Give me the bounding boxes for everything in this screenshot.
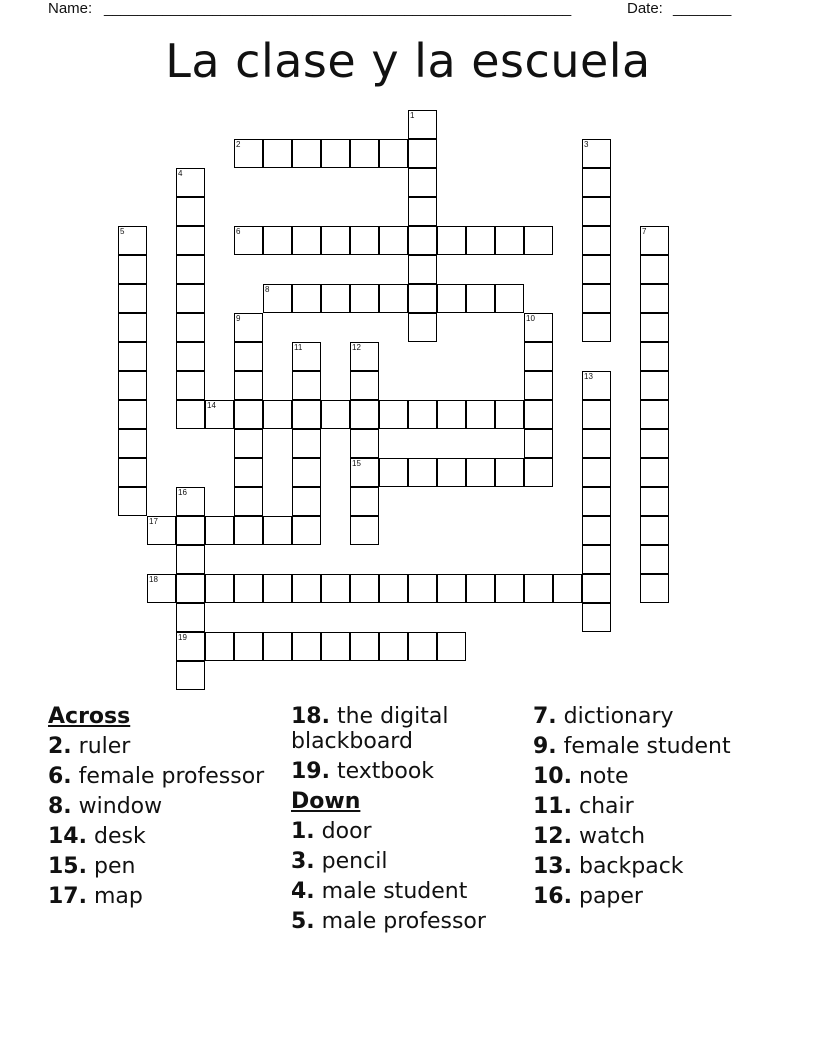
grid-cell[interactable] bbox=[321, 400, 350, 429]
clue-text: pen bbox=[93, 854, 136, 879]
clue-column-1 bbox=[48, 704, 283, 914]
grid-cell[interactable] bbox=[350, 516, 379, 545]
grid-cell[interactable] bbox=[640, 574, 669, 603]
grid-cell[interactable] bbox=[495, 284, 524, 313]
clue-number: 6. bbox=[48, 764, 72, 789]
cell-number: 7 bbox=[642, 227, 647, 236]
grid-cell[interactable] bbox=[582, 516, 611, 545]
grid-cell[interactable] bbox=[176, 226, 205, 255]
cell-number: 14 bbox=[207, 401, 216, 410]
cell-number: 13 bbox=[584, 372, 593, 381]
cell-number: 5 bbox=[120, 227, 125, 236]
grid-cell[interactable] bbox=[176, 284, 205, 313]
grid-cell[interactable] bbox=[292, 400, 321, 429]
clue-item bbox=[48, 764, 283, 789]
grid-cell[interactable] bbox=[234, 458, 263, 487]
cell-number: 12 bbox=[352, 343, 361, 352]
grid-cell[interactable] bbox=[524, 429, 553, 458]
clue-item bbox=[291, 704, 526, 754]
grid-cell[interactable] bbox=[582, 139, 611, 168]
name-field[interactable]: ________________________________________________________ bbox=[104, 0, 572, 17]
grid-cell[interactable] bbox=[263, 574, 292, 603]
clue-item bbox=[48, 734, 283, 759]
clue-text: the digital blackboard bbox=[291, 704, 449, 754]
grid-cell[interactable] bbox=[640, 545, 669, 574]
grid-cell[interactable] bbox=[292, 458, 321, 487]
grid-cell[interactable] bbox=[176, 545, 205, 574]
grid-cell[interactable] bbox=[176, 400, 205, 429]
grid-cell[interactable] bbox=[118, 429, 147, 458]
cell-number: 3 bbox=[584, 140, 589, 149]
grid-cell[interactable] bbox=[176, 371, 205, 400]
grid-cell[interactable] bbox=[640, 226, 669, 255]
clue-item bbox=[291, 849, 526, 874]
clue-text: pencil bbox=[321, 849, 388, 874]
clue-number: 2. bbox=[48, 734, 72, 759]
grid-cell[interactable] bbox=[234, 371, 263, 400]
grid-cell[interactable] bbox=[437, 458, 466, 487]
grid-cell[interactable] bbox=[640, 284, 669, 313]
grid-cell[interactable] bbox=[234, 487, 263, 516]
grid-cell[interactable] bbox=[292, 139, 321, 168]
grid-cell[interactable] bbox=[350, 458, 379, 487]
grid-cell[interactable] bbox=[408, 110, 437, 139]
grid-cell[interactable] bbox=[582, 603, 611, 632]
cell-number: 4 bbox=[178, 169, 183, 178]
grid-cell[interactable] bbox=[205, 400, 234, 429]
grid-cell[interactable] bbox=[408, 400, 437, 429]
clue-text: male student bbox=[321, 879, 468, 904]
grid-cell[interactable] bbox=[640, 516, 669, 545]
grid-cell[interactable] bbox=[466, 284, 495, 313]
grid-cell[interactable] bbox=[582, 371, 611, 400]
grid-cell[interactable] bbox=[350, 226, 379, 255]
grid-cell[interactable] bbox=[292, 632, 321, 661]
clue-text: backpack bbox=[578, 854, 684, 879]
grid-cell[interactable] bbox=[408, 574, 437, 603]
grid-cell[interactable] bbox=[582, 313, 611, 342]
grid-cell[interactable] bbox=[176, 255, 205, 284]
grid-cell[interactable] bbox=[263, 139, 292, 168]
grid-cell[interactable] bbox=[582, 429, 611, 458]
grid-cell[interactable] bbox=[524, 458, 553, 487]
grid-cell[interactable] bbox=[118, 313, 147, 342]
cell-number: 19 bbox=[178, 633, 187, 642]
clue-text: dictionary bbox=[563, 704, 674, 729]
clue-text: ruler bbox=[78, 734, 131, 759]
grid-cell[interactable] bbox=[379, 632, 408, 661]
grid-cell[interactable] bbox=[350, 487, 379, 516]
grid-cell[interactable] bbox=[234, 342, 263, 371]
grid-cell[interactable] bbox=[118, 255, 147, 284]
grid-cell[interactable] bbox=[205, 574, 234, 603]
clue-text: female professor bbox=[78, 764, 265, 789]
grid-cell[interactable] bbox=[234, 632, 263, 661]
grid-cell[interactable] bbox=[321, 139, 350, 168]
grid-cell[interactable] bbox=[292, 516, 321, 545]
grid-cell[interactable] bbox=[321, 574, 350, 603]
grid-cell[interactable] bbox=[118, 284, 147, 313]
grid-cell[interactable] bbox=[582, 197, 611, 226]
clue-item bbox=[291, 759, 526, 784]
clue-text: paper bbox=[578, 884, 643, 909]
grid-cell[interactable] bbox=[553, 574, 582, 603]
grid-cell[interactable] bbox=[582, 284, 611, 313]
grid-cell[interactable] bbox=[582, 226, 611, 255]
grid-cell[interactable] bbox=[408, 458, 437, 487]
grid-cell[interactable] bbox=[408, 255, 437, 284]
date-label: Date: bbox=[627, 0, 663, 17]
grid-cell[interactable] bbox=[118, 371, 147, 400]
grid-cell[interactable] bbox=[640, 371, 669, 400]
clue-number: 19. bbox=[291, 759, 330, 784]
clue-number: 9. bbox=[533, 734, 557, 759]
grid-cell[interactable] bbox=[408, 226, 437, 255]
grid-cell[interactable] bbox=[292, 342, 321, 371]
grid-cell[interactable] bbox=[118, 342, 147, 371]
clue-item bbox=[291, 879, 526, 904]
grid-cell[interactable] bbox=[640, 487, 669, 516]
grid-cell[interactable] bbox=[234, 226, 263, 255]
grid-cell[interactable] bbox=[437, 574, 466, 603]
grid-cell[interactable] bbox=[408, 197, 437, 226]
grid-cell[interactable] bbox=[118, 458, 147, 487]
clue-item bbox=[533, 734, 768, 759]
grid-cell[interactable] bbox=[466, 574, 495, 603]
grid-cell[interactable] bbox=[205, 516, 234, 545]
grid-cell[interactable] bbox=[176, 632, 205, 661]
clue-text: note bbox=[578, 764, 629, 789]
grid-cell[interactable] bbox=[640, 313, 669, 342]
clue-section-heading: Across bbox=[48, 704, 131, 729]
grid-cell[interactable] bbox=[350, 371, 379, 400]
clue-number: 16. bbox=[533, 884, 572, 909]
grid-cell[interactable] bbox=[176, 661, 205, 690]
grid-cell[interactable] bbox=[524, 313, 553, 342]
cell-number: 18 bbox=[149, 575, 158, 584]
grid-cell[interactable] bbox=[350, 342, 379, 371]
grid-cell[interactable] bbox=[321, 632, 350, 661]
grid-cell[interactable] bbox=[408, 313, 437, 342]
clue-number: 11. bbox=[533, 794, 572, 819]
clue-text: desk bbox=[93, 824, 146, 849]
grid-cell[interactable] bbox=[408, 632, 437, 661]
clue-text: map bbox=[93, 884, 143, 909]
grid-cell[interactable] bbox=[234, 429, 263, 458]
grid-cell[interactable] bbox=[118, 226, 147, 255]
grid-cell[interactable] bbox=[495, 226, 524, 255]
grid-cell[interactable] bbox=[524, 400, 553, 429]
grid-cell[interactable] bbox=[582, 255, 611, 284]
grid-cell[interactable] bbox=[118, 487, 147, 516]
clue-number: 1. bbox=[291, 819, 315, 844]
grid-cell[interactable] bbox=[582, 545, 611, 574]
grid-cell[interactable] bbox=[437, 226, 466, 255]
grid-cell[interactable] bbox=[437, 632, 466, 661]
cell-number: 6 bbox=[236, 227, 241, 236]
clue-text: window bbox=[78, 794, 163, 819]
cell-number: 11 bbox=[294, 343, 303, 352]
grid-cell[interactable] bbox=[292, 371, 321, 400]
cell-number: 17 bbox=[149, 517, 158, 526]
grid-cell[interactable] bbox=[176, 168, 205, 197]
clue-item bbox=[533, 764, 768, 789]
clue-text: chair bbox=[578, 794, 634, 819]
grid-cell[interactable] bbox=[408, 139, 437, 168]
clue-number: 12. bbox=[533, 824, 572, 849]
grid-cell[interactable] bbox=[640, 400, 669, 429]
grid-cell[interactable] bbox=[524, 226, 553, 255]
grid-cell[interactable] bbox=[292, 226, 321, 255]
grid-cell[interactable] bbox=[582, 487, 611, 516]
clue-text: textbook bbox=[336, 759, 435, 784]
grid-cell[interactable] bbox=[176, 313, 205, 342]
grid-cell[interactable] bbox=[582, 458, 611, 487]
grid-cell[interactable] bbox=[524, 371, 553, 400]
clue-text: female student bbox=[563, 734, 731, 759]
grid-cell[interactable] bbox=[640, 342, 669, 371]
grid-cell[interactable] bbox=[350, 400, 379, 429]
grid-cell[interactable] bbox=[321, 284, 350, 313]
grid-cell[interactable] bbox=[379, 458, 408, 487]
clue-number: 8. bbox=[48, 794, 72, 819]
grid-cell[interactable] bbox=[234, 400, 263, 429]
clue-item bbox=[533, 884, 768, 909]
clue-number: 3. bbox=[291, 849, 315, 874]
clue-item bbox=[48, 794, 283, 819]
clue-item bbox=[48, 824, 283, 849]
grid-cell[interactable] bbox=[524, 342, 553, 371]
grid-cell[interactable] bbox=[640, 458, 669, 487]
grid-cell[interactable] bbox=[234, 139, 263, 168]
grid-cell[interactable] bbox=[321, 226, 350, 255]
name-label: Name: bbox=[48, 0, 93, 17]
grid-cell[interactable] bbox=[292, 574, 321, 603]
grid-cell[interactable] bbox=[379, 400, 408, 429]
grid-cell[interactable] bbox=[379, 226, 408, 255]
grid-cell[interactable] bbox=[350, 632, 379, 661]
grid-cell[interactable] bbox=[263, 400, 292, 429]
grid-cell[interactable] bbox=[379, 574, 408, 603]
grid-cell[interactable] bbox=[408, 284, 437, 313]
clue-item bbox=[48, 884, 283, 909]
clue-number: 18. bbox=[291, 704, 330, 729]
grid-cell[interactable] bbox=[640, 429, 669, 458]
grid-cell[interactable] bbox=[466, 458, 495, 487]
clue-number: 14. bbox=[48, 824, 87, 849]
clue-item bbox=[48, 854, 283, 879]
grid-cell[interactable] bbox=[147, 574, 176, 603]
grid-cell[interactable] bbox=[176, 574, 205, 603]
clue-number: 15. bbox=[48, 854, 87, 879]
grid-cell[interactable] bbox=[379, 284, 408, 313]
date-field[interactable]: _______ bbox=[673, 0, 732, 17]
grid-cell[interactable] bbox=[466, 226, 495, 255]
grid-cell[interactable] bbox=[495, 400, 524, 429]
grid-cell[interactable] bbox=[350, 139, 379, 168]
grid-cell[interactable] bbox=[524, 574, 553, 603]
clue-number: 4. bbox=[291, 879, 315, 904]
cell-number: 9 bbox=[236, 314, 241, 323]
clue-item bbox=[533, 824, 768, 849]
clue-number: 10. bbox=[533, 764, 572, 789]
grid-cell[interactable] bbox=[263, 284, 292, 313]
grid-cell[interactable] bbox=[350, 284, 379, 313]
grid-cell[interactable] bbox=[176, 342, 205, 371]
grid-cell[interactable] bbox=[263, 226, 292, 255]
grid-cell[interactable] bbox=[176, 197, 205, 226]
grid-cell[interactable] bbox=[263, 632, 292, 661]
clue-text: door bbox=[321, 819, 372, 844]
cell-number: 10 bbox=[526, 314, 535, 323]
grid-cell[interactable] bbox=[263, 516, 292, 545]
clue-number: 13. bbox=[533, 854, 572, 879]
grid-cell[interactable] bbox=[176, 487, 205, 516]
clue-item bbox=[533, 854, 768, 879]
grid-cell[interactable] bbox=[466, 400, 495, 429]
clue-number: 5. bbox=[291, 909, 315, 934]
cell-number: 8 bbox=[265, 285, 270, 294]
grid-cell[interactable] bbox=[350, 429, 379, 458]
clue-number: 7. bbox=[533, 704, 557, 729]
grid-cell[interactable] bbox=[437, 284, 466, 313]
page-title: La clase y la escuela bbox=[165, 34, 651, 88]
clue-item bbox=[291, 819, 526, 844]
grid-cell[interactable] bbox=[176, 516, 205, 545]
clue-text: watch bbox=[578, 824, 646, 849]
cell-number: 2 bbox=[236, 140, 241, 149]
clue-item bbox=[533, 704, 768, 729]
grid-cell[interactable] bbox=[292, 284, 321, 313]
cell-number: 15 bbox=[352, 459, 361, 468]
grid-cell[interactable] bbox=[147, 516, 176, 545]
grid-cell[interactable] bbox=[582, 400, 611, 429]
grid-cell[interactable] bbox=[437, 400, 466, 429]
grid-cell[interactable] bbox=[292, 487, 321, 516]
clue-item bbox=[291, 909, 526, 934]
grid-cell[interactable] bbox=[176, 603, 205, 632]
grid-cell[interactable] bbox=[495, 574, 524, 603]
clue-column-2 bbox=[291, 704, 526, 939]
grid-cell[interactable] bbox=[350, 574, 379, 603]
grid-cell[interactable] bbox=[408, 168, 437, 197]
clue-item bbox=[533, 794, 768, 819]
grid-cell[interactable] bbox=[292, 429, 321, 458]
grid-cell[interactable] bbox=[495, 458, 524, 487]
grid-cell[interactable] bbox=[582, 168, 611, 197]
cell-number: 1 bbox=[410, 111, 415, 120]
grid-cell[interactable] bbox=[379, 139, 408, 168]
grid-cell[interactable] bbox=[205, 632, 234, 661]
grid-cell[interactable] bbox=[582, 574, 611, 603]
cell-number: 16 bbox=[178, 488, 187, 497]
clue-column-3 bbox=[533, 704, 768, 914]
grid-cell[interactable] bbox=[118, 400, 147, 429]
grid-cell[interactable] bbox=[234, 516, 263, 545]
grid-cell[interactable] bbox=[234, 574, 263, 603]
clue-section-heading: Down bbox=[291, 789, 361, 814]
grid-cell[interactable] bbox=[234, 313, 263, 342]
grid-cell[interactable] bbox=[640, 255, 669, 284]
clue-text: male professor bbox=[321, 909, 486, 934]
clue-number: 17. bbox=[48, 884, 87, 909]
